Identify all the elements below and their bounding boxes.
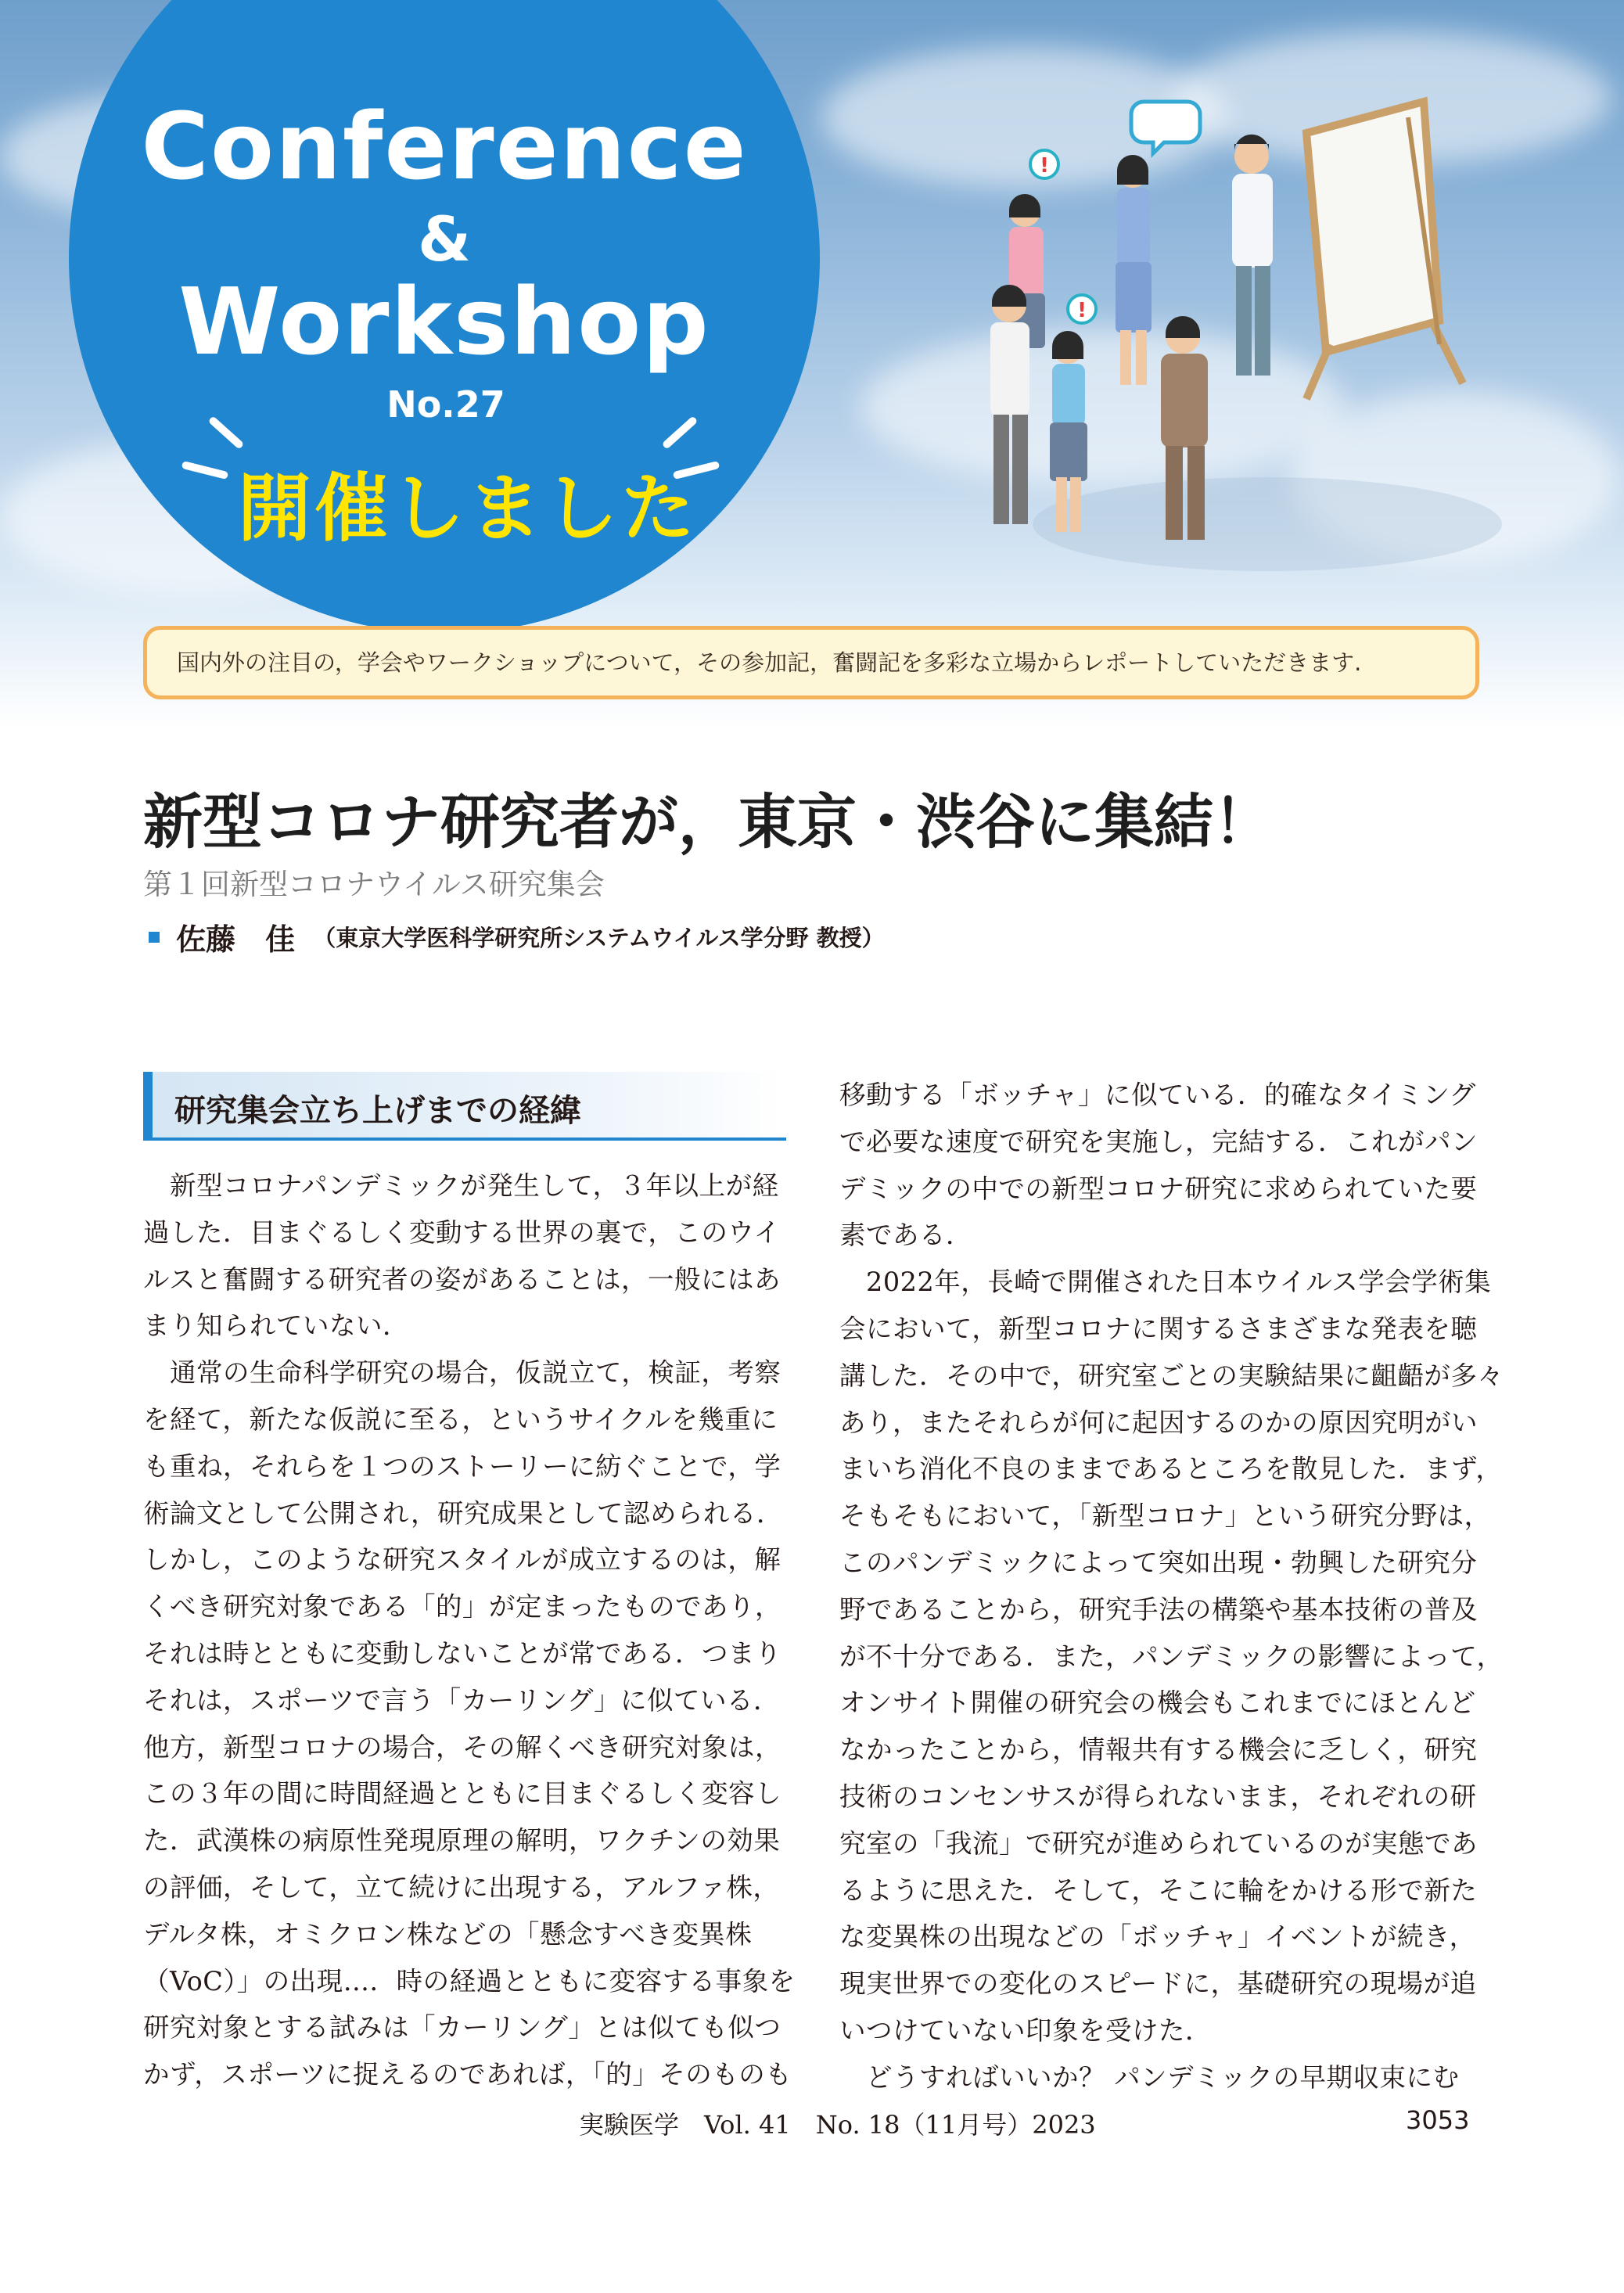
body-text-line: 術論文として公開され，研究成果として認められる． <box>143 1497 784 1529</box>
banner-held-label: 開催しました <box>237 466 698 552</box>
body-text-line: あり，またそれらが何に起因するのかの原因究明がい <box>839 1407 1478 1438</box>
banner-workshop: Workshop <box>178 268 710 376</box>
body-column-left <box>143 1163 796 2098</box>
body-text-line: ルスと奮闘する研究者の姿があることは，一般にはあ <box>143 1263 781 1295</box>
body-column-right <box>839 1072 1504 2101</box>
body-text-line: も重ね，それらを１つのストーリーに紡ぐことで，学 <box>143 1450 781 1482</box>
body-text-line: このパンデミックによって突如出現・勃興した研究分 <box>839 1547 1478 1578</box>
body-text-line: そもそもにおいて，「新型コロナ」という研究分野は， <box>839 1501 1491 1532</box>
body-text-line: を経て，新たな仮説に至る，というサイクルを幾重に <box>143 1403 778 1435</box>
body-text-line: た．武漢株の病原性発現原理の解明，ワクチンの効果 <box>143 1825 781 1856</box>
body-text-line: かず，スポーツに捉えるのであれば，「的」そのものも <box>143 2059 792 2090</box>
body-text-line: 素である． <box>839 1220 972 1251</box>
body-text-line: 会において，新型コロナに関するさまざまな発表を聴 <box>839 1313 1478 1344</box>
banner-conference: Conference <box>141 92 748 200</box>
body-text-line: が不十分である．また，パンデミックの影響によって， <box>839 1641 1504 1672</box>
body-text-line: しかし，このような研究スタイルが成立するのは，解 <box>143 1544 781 1576</box>
body-text-line: 研究対象とする試みは「カーリング」とは似ても似つ <box>143 2012 781 2043</box>
body-text-line: まいち消化不良のままであるところを散見した．まず， <box>839 1454 1503 1485</box>
body-text-line: 技術のコンセンサスが得られないまま，それぞれの研 <box>839 1781 1477 1812</box>
body-text-line: それは，スポーツで言う「カーリング」に似ている． <box>143 1684 780 1716</box>
section-heading-bar <box>143 1072 153 1141</box>
body-text-line: デミックの中での新型コロナ研究に求められていた要 <box>839 1173 1478 1204</box>
svg-text:!: ! <box>1040 154 1049 178</box>
svg-text:!: ! <box>1077 299 1087 322</box>
body-text-line: 講した．その中で，研究室ごとの実験結果に齟齬が多々 <box>839 1360 1504 1391</box>
body-text-line: 過した．目まぐるしく変動する世界の裏で，このウイ <box>143 1217 781 1248</box>
body-text-line: 通常の生命科学研究の場合，仮説立て，検証，考察 <box>143 1357 781 1389</box>
body-text-line: 2022年，長崎で開催された日本ウイルス学会学術集 <box>839 1267 1492 1298</box>
intro-text: 国内外の注目の，学会やワークショップについて，その参加記，奮闘記を多彩な立場からレポートしていただきます. <box>177 649 1362 676</box>
body-text-line: 新型コロナパンデミックが発生して，３年以上が経 <box>143 1170 779 1201</box>
body-text-line: 他方，新型コロナの場合，その解くべき研究対象は， <box>143 1731 781 1763</box>
footer-journal: 実験医学 Vol. 41 No. 18（11月号）2023 <box>579 2110 1096 2140</box>
banner-number: No.27 <box>386 383 505 426</box>
body-text-line: どうすればいいか？ パンデミックの早期収束にむ <box>839 2061 1460 2093</box>
body-text-line: 現実世界での変化のスピードに，基礎研究の現場が追 <box>839 1968 1477 2000</box>
body-text-line: なかったことから，情報共有する機会に乏しく，研究 <box>839 1734 1478 1766</box>
body-text-line: 移動する「ボッチャ」に似ている．的確なタイミング <box>839 1080 1476 1110</box>
conference-people-illustration <box>939 86 1533 587</box>
body-text-line: 究室の「我流」で研究が進められているのが実態であ <box>839 1828 1478 1859</box>
body-text-line: （VoC）」の出現…．時の経過とともに変容する事象を <box>143 1965 796 1996</box>
body-text-line: まり知られていない． <box>143 1310 409 1342</box>
body-text-line: るように思えた．そして，そこに輪をかける形で新た <box>839 1874 1478 1906</box>
body-text-line: それは時とともに変動しないことが常である．つまり <box>143 1637 781 1669</box>
body-text-line: 野であることから，研究手法の構築や基本技術の普及 <box>839 1594 1478 1625</box>
body-text-line: で必要な速度で研究を実施し，完結する．これがパン <box>839 1126 1478 1157</box>
body-text-line: オンサイト開催の研究会の機会もこれまでにほとんど <box>839 1687 1476 1719</box>
body-text-line: この３年の間に時間経過とともに目まぐるしく変容し <box>143 1778 781 1810</box>
banner-ampersand: & <box>417 205 472 275</box>
author-line <box>149 915 885 958</box>
author-name: 佐藤 佳 <box>176 922 296 957</box>
intro-box <box>143 626 1479 699</box>
body-text-line: くべき研究対象である「的」が定まったものであり， <box>143 1591 781 1623</box>
article-title: 新型コロナ研究者が，東京・渋谷に集結！ <box>143 787 1273 857</box>
body-text-line: いつけていない印象を受けた． <box>839 2014 1212 2046</box>
body-text-line: の評価，そして，立て続けに出現する，アルファ株， <box>143 1871 780 1903</box>
author-affiliation: （東京大学医科学研究所システムウイルス学分野 教授） <box>313 925 885 951</box>
section-heading-text: 研究集会立ち上げまでの経緯 <box>174 1093 581 1129</box>
article-subtitle: 第１回新型コロナウイルス研究集会 <box>143 868 605 901</box>
body-text-line: な変異株の出現などの「ボッチャ」イベントが続き， <box>839 1921 1476 1953</box>
section-heading-underline <box>153 1138 786 1141</box>
page-number: 3053 <box>1406 2105 1470 2135</box>
author-bullet-icon <box>149 932 160 943</box>
body-text-line: デルタ株，オミクロン株などの「懸念すべき変異株 <box>143 1918 753 1950</box>
section-heading <box>143 1072 786 1141</box>
